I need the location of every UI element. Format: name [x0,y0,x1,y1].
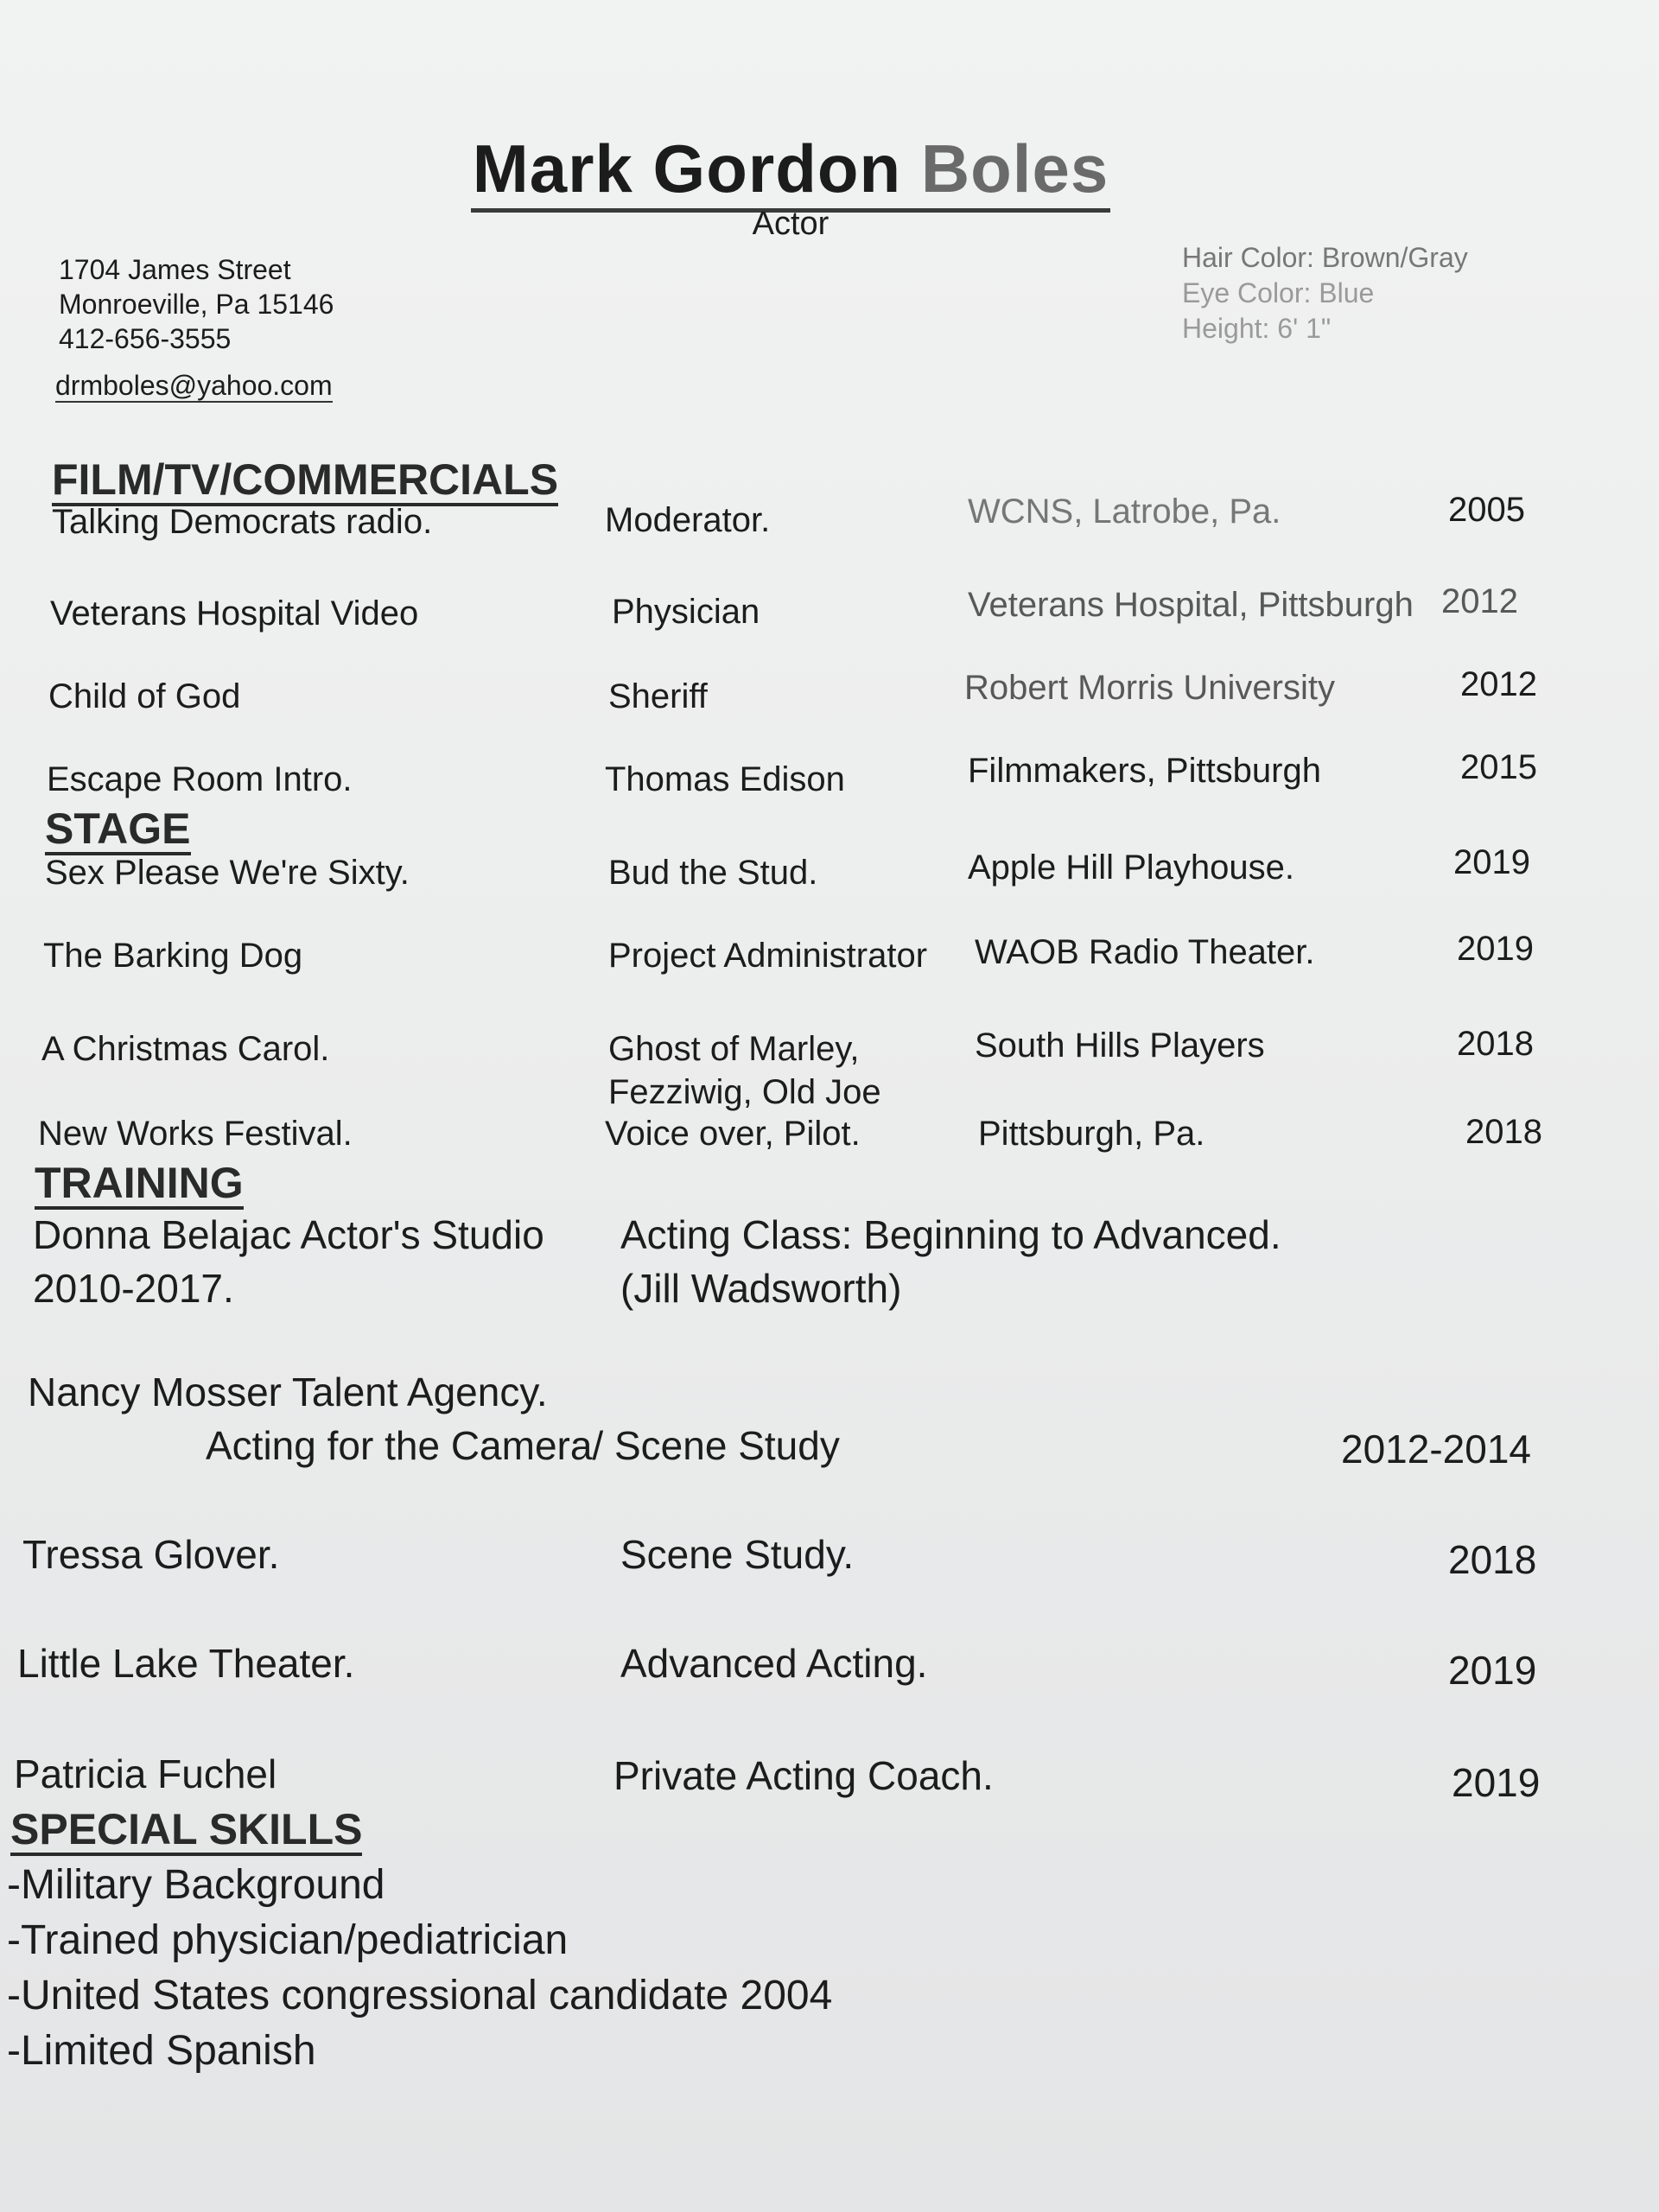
training-4-year: 2019 [1452,1760,1541,1805]
film-0-title: Talking Democrats radio. [52,503,433,541]
stage-heading: STAGE [45,805,191,855]
film-2-title: Child of God [48,677,241,715]
training-2-year: 2018 [1448,1537,1537,1582]
stage-3-year: 2018 [1465,1113,1542,1151]
stage-3-venue: Pittsburgh, Pa. [978,1115,1205,1153]
training-1-course: Acting for the Camera/ Scene Study [206,1423,840,1468]
skill-item: -United States congressional candidate 2004 [7,1973,833,2018]
stage-1-title: The Barking Dog [43,937,303,975]
stage-2-role: Ghost of Marley, [608,1030,860,1068]
contact-email: drmboles@yahoo.com [55,370,333,401]
resume-name [0,130,1581,208]
skill-item: -Limited Spanish [7,2028,316,2074]
resume-title: Actor [752,206,830,242]
film-2-role: Sheriff [608,677,708,715]
stage-0-role: Bud the Stud. [608,854,818,892]
film-0-venue: WCNS, Latrobe, Pa. [968,493,1281,531]
film-2-venue: Robert Morris University [964,669,1335,707]
training-3-school: Little Lake Theater. [17,1641,355,1686]
physical-stats [1182,240,1468,346]
stage-2-title: A Christmas Carol. [41,1030,330,1068]
training-heading: TRAINING [35,1160,244,1210]
stage-3-role: Voice over, Pilot. [605,1115,861,1153]
stage-0-year: 2019 [1453,843,1530,881]
film-1-title: Veterans Hospital Video [50,594,419,632]
film-3-year: 2015 [1460,748,1537,786]
eye-color: Eye Color: Blue [1182,277,1375,308]
film-3-role: Thomas Edison [605,760,845,798]
film-1-venue: Veterans Hospital, Pittsburgh [968,586,1414,624]
contact-street: 1704 James Street [59,254,291,285]
training-3-year: 2019 [1448,1648,1537,1693]
training-4-course: Private Acting Coach. [613,1753,994,1798]
training-2-school: Tressa Glover. [22,1532,280,1577]
training-4-school: Patricia Fuchel [14,1751,277,1796]
stage-1-year: 2019 [1457,930,1534,968]
stage-3-title: New Works Festival. [38,1115,353,1153]
training-0-course: Acting Class: Beginning to Advanced. [620,1212,1281,1257]
skill-item: -Trained physician/pediatrician [7,1917,569,1963]
stage-0-title: Sex Please We're Sixty. [45,854,410,892]
film-3-title: Escape Room Intro. [47,760,353,798]
stage-1-role: Project Administrator [608,937,928,975]
hair-color: Hair Color: Brown/Gray [1182,242,1468,273]
training-3-course: Advanced Acting. [620,1641,928,1686]
film-0-role: Moderator. [605,501,771,539]
stage-2-role2: Fezziwig, Old Joe [608,1073,881,1111]
name-underlined [471,130,1110,213]
skills-list [7,1858,832,2079]
film-3-venue: Filmmakers, Pittsburgh [968,752,1321,790]
stage-2-venue: South Hills Players [975,1027,1265,1065]
skills-heading: SPECIAL SKILLS [10,1806,362,1856]
training-0-school: Donna Belajac Actor's Studio [33,1212,544,1257]
name-faded: Boles [920,130,1109,207]
film-heading: FILM/TV/COMMERCIALS [52,456,558,506]
contact-city: Monroeville, Pa 15146 [59,289,334,320]
skill-item: -Military Background [7,1862,385,1908]
stage-1-venue: WAOB Radio Theater. [975,933,1315,971]
stage-0-venue: Apple Hill Playhouse. [968,849,1294,887]
training-1-year: 2012-2014 [1341,1427,1531,1471]
film-1-year: 2012 [1441,582,1518,620]
stage-2-year: 2018 [1457,1025,1534,1063]
film-1-role: Physician [612,593,760,631]
film-0-year: 2005 [1448,491,1525,529]
training-1-school: Nancy Mosser Talent Agency. [28,1370,548,1414]
training-0-school2: 2010-2017. [33,1266,234,1311]
training-0-course2: (Jill Wadsworth) [620,1266,902,1311]
height: Height: 6' 1" [1182,313,1332,344]
name-main: Mark Gordon [472,130,902,207]
contact-phone: 412-656-3555 [59,323,232,354]
training-2-course: Scene Study. [620,1532,855,1577]
film-2-year: 2012 [1460,665,1537,703]
